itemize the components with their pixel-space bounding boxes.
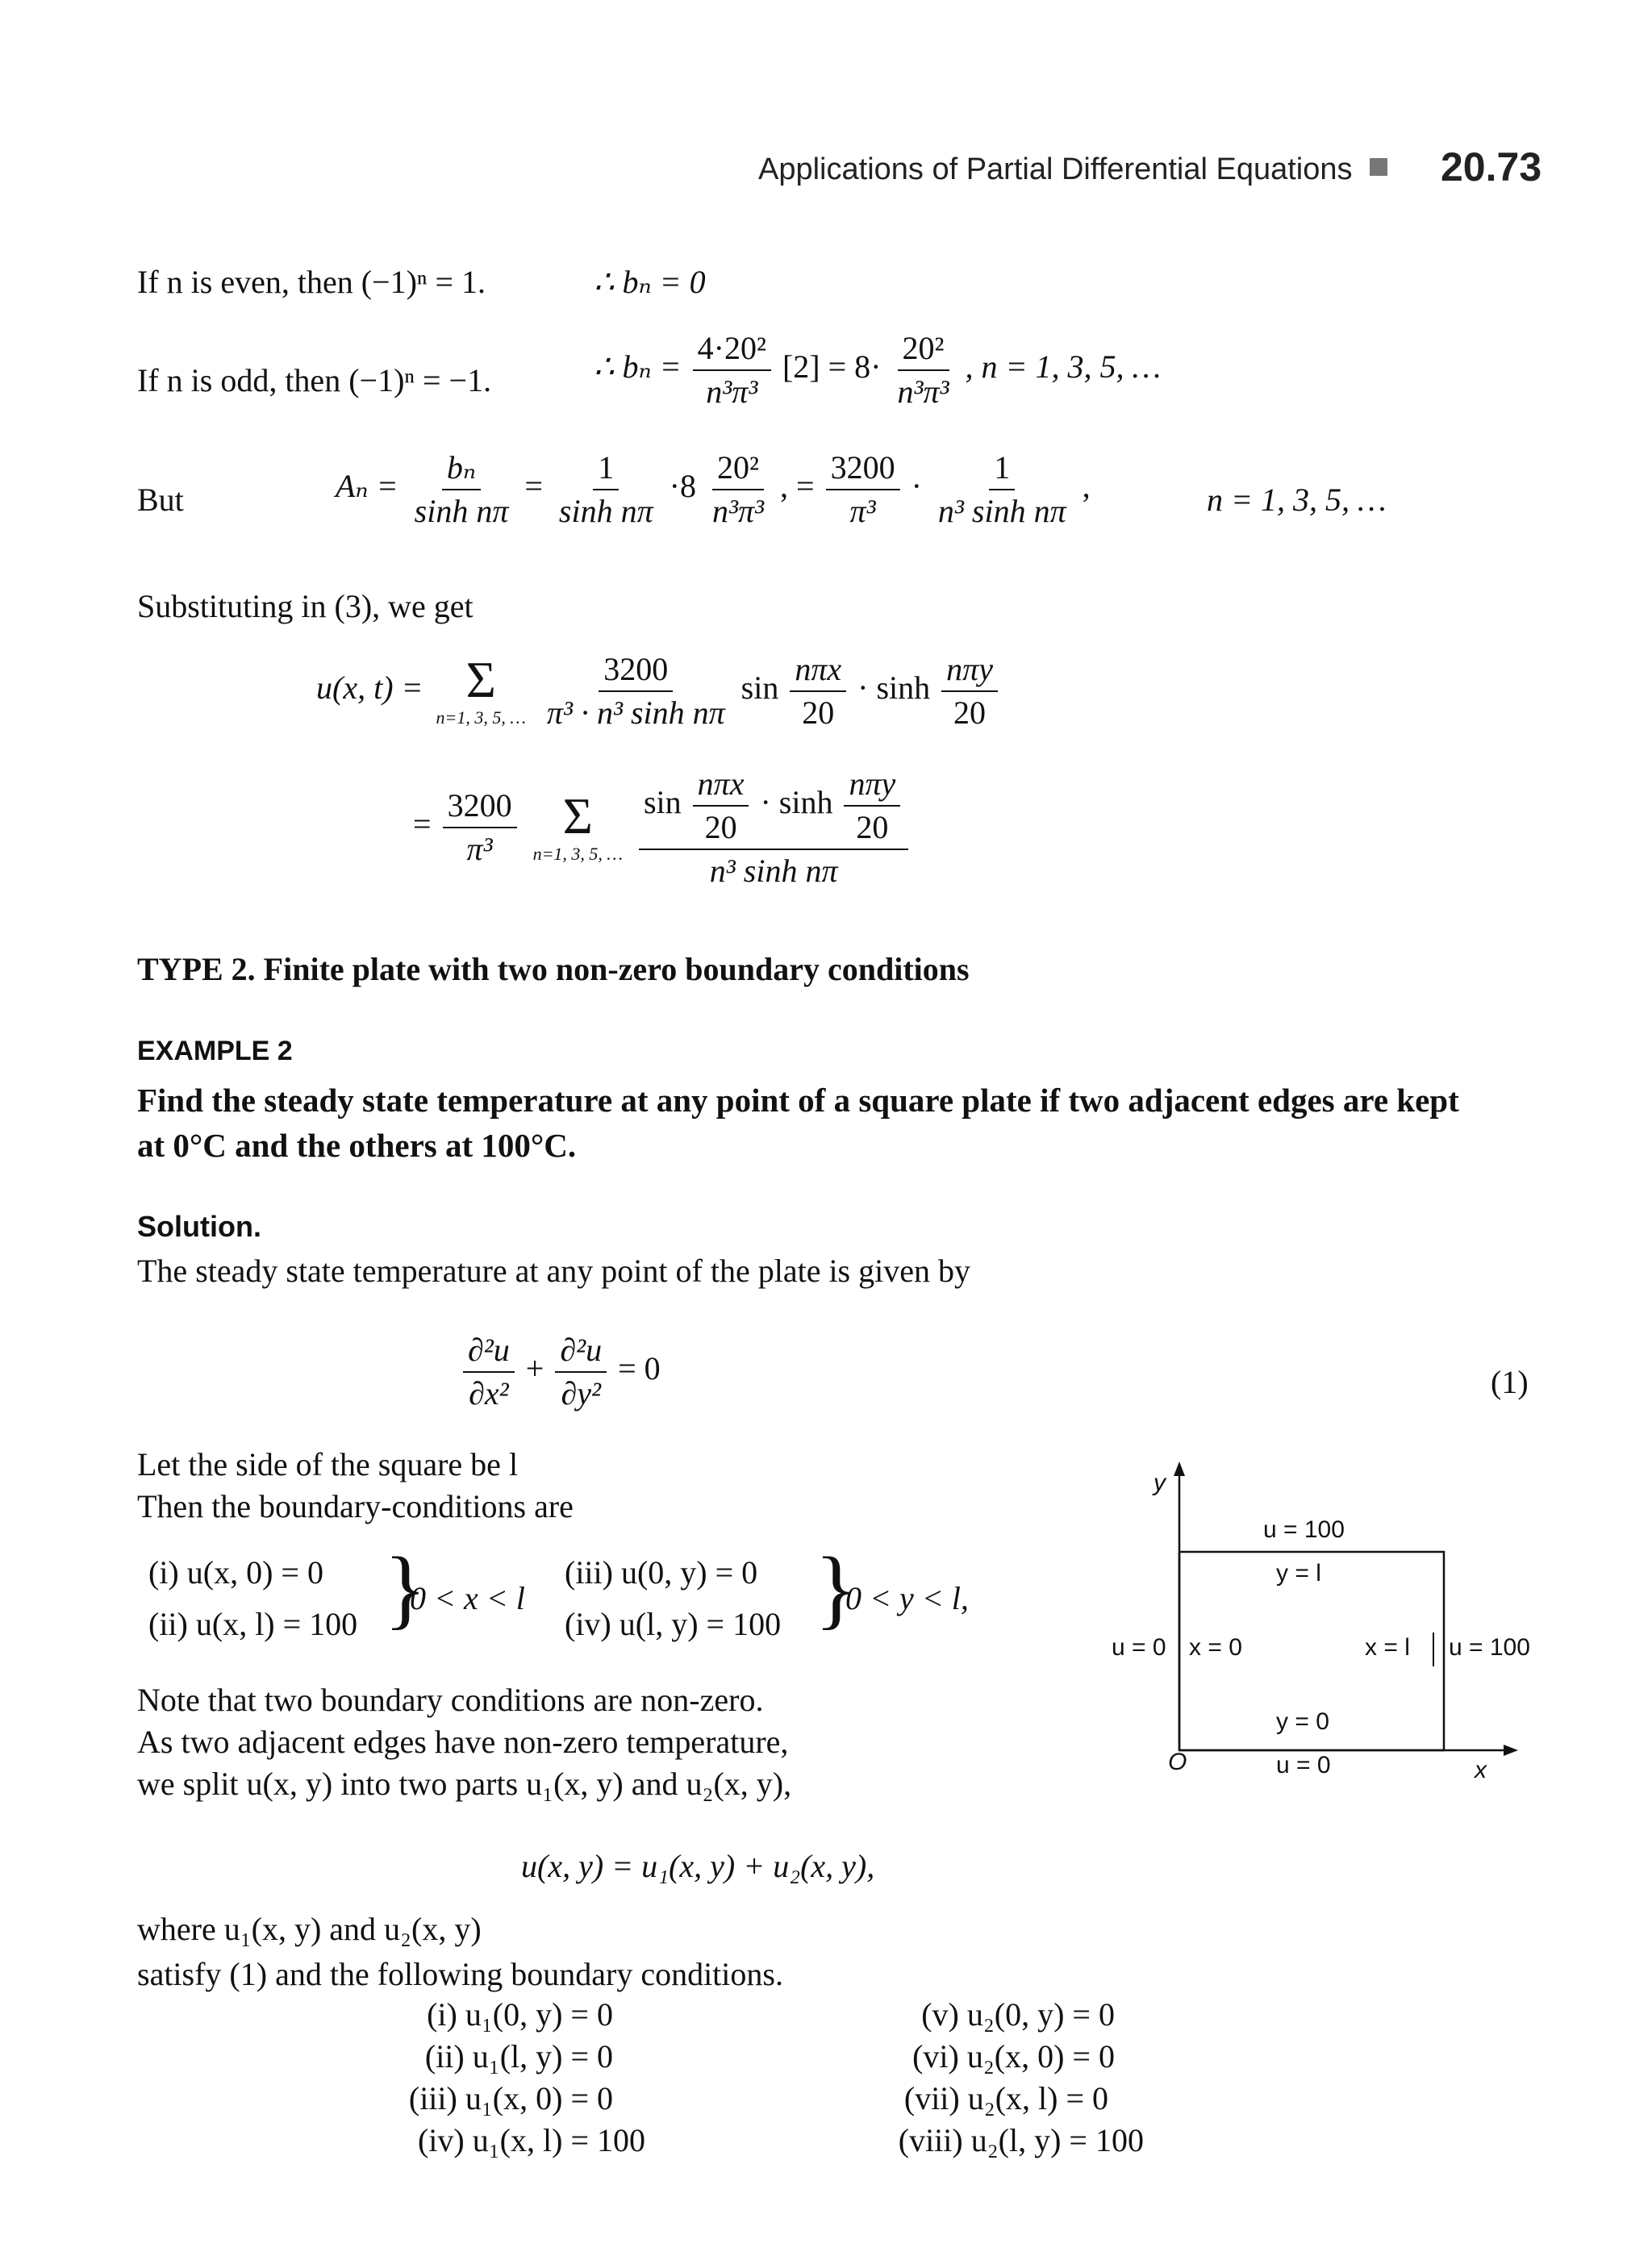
sum1-coef-num: 3200 bbox=[599, 650, 673, 692]
substituting-text: Substituting in (3), we get bbox=[137, 588, 473, 624]
fig-origin-label: O bbox=[1168, 1749, 1187, 1775]
sum2-sinh-den: 20 bbox=[856, 809, 889, 845]
example-text-line-1: Find the steady state temperature at any point of a square plate if two adjacent edges are kept bbox=[137, 1082, 1459, 1119]
fig-x-axis-label: x bbox=[1475, 1757, 1487, 1783]
even-case-result: ∴ bₙ = 0 bbox=[594, 264, 706, 300]
equation-number-1: (1) bbox=[1491, 1364, 1529, 1400]
cond-left-4: (iv) u₁(x, l) = 100 bbox=[417, 2122, 645, 2158]
sum2-sinh: · sinh bbox=[760, 784, 833, 821]
an-frac-1-num: bₙ bbox=[442, 448, 481, 490]
sum1-sinh-num: nπy bbox=[941, 650, 998, 692]
sum1-sigma-sym: Σ bbox=[465, 650, 496, 708]
an-frac-5-num: 1 bbox=[989, 448, 1015, 490]
laplace-term-2 bbox=[555, 1331, 607, 1413]
laplace-term-1 bbox=[463, 1331, 515, 1413]
an-frac-4 bbox=[826, 448, 900, 531]
bc-range-x: 0 < x < l bbox=[410, 1580, 525, 1616]
bc-brace-right: } bbox=[815, 1539, 857, 1637]
sum1-sin: sin bbox=[740, 669, 779, 707]
split-equation: u(x, y) = u₁(x, y) + u₂(x, y), bbox=[521, 1848, 875, 1884]
fig-right-u: u = 100 bbox=[1449, 1634, 1530, 1661]
solution-label: Solution. bbox=[137, 1210, 261, 1243]
sum2-coef bbox=[443, 786, 517, 869]
sum2-sin: sin bbox=[643, 784, 682, 821]
page-number: 20.73 bbox=[1441, 144, 1542, 190]
cond-right-3: (vii) u₂(x, l) = 0 bbox=[903, 2080, 1108, 2116]
bc-brace-left: } bbox=[384, 1539, 427, 1637]
sum2-sin-num: nπx bbox=[693, 765, 749, 807]
fig-right-x: x = l bbox=[1365, 1634, 1410, 1661]
an-equation: Aₙ = $\frac{\text{bₙ}}{\text{sinh nπ}}$ = $\frac{1}{\text{sinh nπ}}$ ·8 $\frac{\text{20²}}{\text{n³π³}}$ , = $\frac{3200}{\text{π³}}$ · $\frac{1}{\text{n³ sinh nπ}}$ , bbox=[336, 449, 1091, 529]
laplace-rhs: = 0 bbox=[618, 1350, 661, 1387]
an-frac-2-num: 1 bbox=[593, 448, 619, 490]
bc-i: (i) u(x, 0) = 0 bbox=[148, 1554, 323, 1591]
an-frac-3-num: 20² bbox=[712, 448, 764, 490]
an-frac-3 bbox=[707, 448, 769, 531]
odd-frac-2-den: n³π³ bbox=[897, 373, 949, 410]
an-frac-1 bbox=[410, 448, 514, 531]
odd-mid: [2] = 8· bbox=[782, 348, 882, 386]
odd-frac-2-num: 20² bbox=[898, 329, 949, 371]
fig-right-divider bbox=[1433, 1633, 1434, 1666]
sum1-coef-den: π³ · n³ sinh nπ bbox=[546, 694, 725, 731]
odd-frac-1-num: 4·20² bbox=[693, 329, 771, 371]
bc-intro: Then the boundary-conditions are bbox=[137, 1488, 574, 1524]
fig-bottom-u: u = 0 bbox=[1276, 1752, 1331, 1779]
laplace-t2-den: ∂y² bbox=[561, 1375, 601, 1412]
bc-iii: (iii) u(0, y) = 0 bbox=[565, 1554, 758, 1591]
sum2-main-num bbox=[639, 765, 908, 850]
an-frac-2 bbox=[554, 448, 658, 531]
fig-top-y: y = l bbox=[1276, 1560, 1321, 1587]
an-range: n = 1, 3, 5, … bbox=[1207, 482, 1387, 518]
example-label: EXAMPLE 2 bbox=[137, 1036, 293, 1066]
laplace-plus: + bbox=[525, 1350, 544, 1387]
header-square-icon bbox=[1370, 158, 1387, 176]
example-text-line-2: at 0°C and the others at 100°C. bbox=[137, 1127, 577, 1164]
even-case-text: If n is even, then (−1)ⁿ = 1. bbox=[137, 264, 486, 300]
but-label: But bbox=[137, 482, 184, 518]
an-frac-4-den: π³ bbox=[849, 493, 876, 529]
type-heading: TYPE 2. Finite plate with two non-zero boundary conditions bbox=[137, 951, 970, 987]
odd-bn-lhs: ∴ bₙ = bbox=[594, 348, 682, 386]
sum2-main-frac bbox=[639, 765, 908, 890]
sum1-limits: n=1, 3, 5, … bbox=[436, 707, 526, 728]
note-line-2: As two adjacent edges have non-zero temperature, bbox=[137, 1724, 789, 1760]
sum1-sinh: · sinh bbox=[857, 669, 931, 707]
sum1-sin-den: 20 bbox=[802, 694, 835, 731]
cond-left-2: (ii) u₁(l, y) = 0 bbox=[424, 2038, 613, 2075]
bc-ii: (ii) u(x, l) = 100 bbox=[148, 1606, 358, 1642]
sum1-coef bbox=[542, 650, 730, 732]
fig-y-axis-label: y bbox=[1153, 1470, 1166, 1496]
note-line-1: Note that two boundary conditions are non-zero. bbox=[137, 1682, 764, 1718]
sum1-sinh-arg bbox=[941, 650, 998, 732]
side-text: Let the side of the square be l bbox=[137, 1446, 519, 1482]
laplace-t1-num: ∂²u bbox=[463, 1331, 515, 1373]
sum2-sin-den: 20 bbox=[704, 809, 737, 845]
an-frac-2-den: sinh nπ bbox=[558, 493, 653, 529]
cond-right-4: (viii) u₂(l, y) = 100 bbox=[898, 2122, 1144, 2158]
laplace-t2-num: ∂²u bbox=[555, 1331, 607, 1373]
odd-case-equation bbox=[594, 329, 1161, 411]
sum2-coef-num: 3200 bbox=[443, 786, 517, 828]
sum2-sin-arg bbox=[693, 765, 749, 847]
an-frac-5-den: n³ sinh nπ bbox=[937, 493, 1066, 529]
odd-frac-1-den: n³π³ bbox=[706, 373, 758, 410]
sum1-sin-num: nπx bbox=[790, 650, 846, 692]
fig-left-u: u = 0 bbox=[1112, 1634, 1166, 1661]
fig-bottom-y: y = 0 bbox=[1276, 1708, 1329, 1735]
laplace-equation bbox=[460, 1331, 661, 1413]
cond-left-1: (i) u₁(0, y) = 0 bbox=[427, 1996, 613, 2033]
sum2-sinh-num: nπy bbox=[844, 765, 900, 807]
cond-right-2: (vi) u₂(x, 0) = 0 bbox=[912, 2038, 1115, 2075]
cond-left-3: (iii) u₁(x, 0) = 0 bbox=[408, 2080, 613, 2116]
figure-axes-svg bbox=[1097, 1452, 1549, 1791]
bc-range-y: 0 < y < l, bbox=[845, 1580, 969, 1616]
sum1-sigma bbox=[436, 650, 526, 728]
sum1-sin-arg bbox=[790, 650, 846, 732]
sum2-limits: n=1, 3, 5, … bbox=[532, 843, 623, 864]
laplace-t1-den: ∂x² bbox=[469, 1375, 509, 1412]
an-eight: ·8 bbox=[669, 468, 696, 505]
fig-top-u: u = 100 bbox=[1263, 1516, 1345, 1543]
an-frac-4-num: 3200 bbox=[826, 448, 900, 490]
sum2-sigma bbox=[532, 786, 623, 865]
running-header-title: Applications of Partial Differential Equations bbox=[758, 152, 1353, 186]
fig-left-x: x = 0 bbox=[1189, 1634, 1242, 1661]
sum2-coef-den: π³ bbox=[466, 831, 493, 867]
an-lhs: Aₙ = bbox=[336, 468, 398, 505]
sum1-sinh-den: 20 bbox=[953, 694, 987, 731]
series-equation-2 bbox=[413, 765, 912, 890]
odd-frac-1 bbox=[693, 329, 771, 411]
an-frac-3-den: n³π³ bbox=[711, 493, 764, 529]
cond-right-1: (v) u₂(0, y) = 0 bbox=[921, 1996, 1115, 2033]
satisfy-text: satisfy (1) and the following boundary conditions. bbox=[137, 1956, 783, 1992]
an-frac-5 bbox=[933, 448, 1071, 531]
sum2-eq: = bbox=[413, 806, 432, 843]
where-text: where u₁(x, y) and u₂(x, y) bbox=[137, 1911, 482, 1947]
solution-text: The steady state temperature at any point of the plate is given by bbox=[137, 1253, 970, 1289]
sum2-sigma-sym: Σ bbox=[562, 786, 593, 844]
bc-iv: (iv) u(l, y) = 100 bbox=[565, 1606, 782, 1642]
odd-frac-2 bbox=[893, 329, 954, 411]
note-line-3: we split u(x, y) into two parts u₁(x, y) and u₂(x, y), bbox=[137, 1766, 792, 1802]
odd-case-text: If n is odd, then (−1)ⁿ = −1. bbox=[137, 362, 492, 398]
sum2-main-den: n³ sinh nπ bbox=[709, 853, 838, 889]
odd-range: , n = 1, 3, 5, … bbox=[965, 348, 1162, 386]
sum2-sinh-arg bbox=[844, 765, 900, 847]
sum1-lhs: u(x, t) = bbox=[316, 669, 423, 707]
series-equation-1 bbox=[316, 650, 1001, 732]
an-frac-1-den: sinh nπ bbox=[414, 493, 509, 529]
